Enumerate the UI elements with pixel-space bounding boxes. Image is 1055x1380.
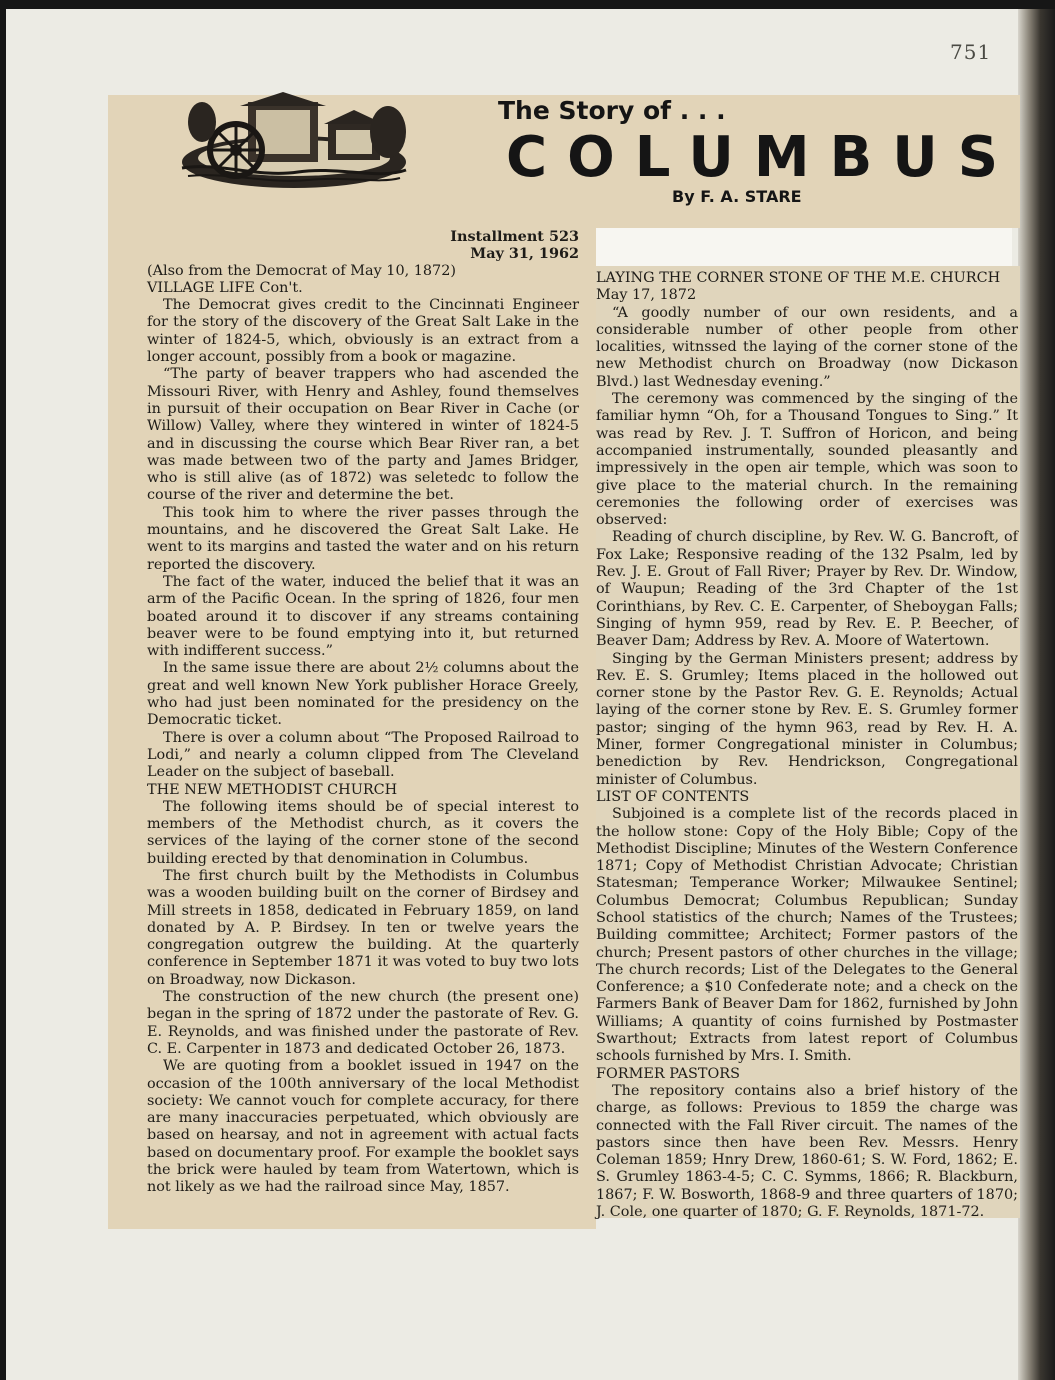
paragraph: Singing by the German Ministers present; address by Rev. E. S. Grumley; Items placed in the hollowed out corner stone by the Pastor Rev. G. E. Reynolds; Actual laying of the corner stone by Rev. E. S. Grumley former pastor; singing of the hymn 963, read by Rev. H. A. Miner, former Congregational minister in Columbus; benediction by Rev. Hendrickson, Congregational minister of Columbus. [596,650,1018,788]
paragraph: The construction of the new church (the present one) began in the spring of 1872 under the pastorate of Rev. G. E. Reynolds, and was finished under the pastorate of Rev. C. E. Carpenter in 1873 and dedicated October 26, 1873. [147,989,579,1057]
left-column [147,228,579,1197]
installment-date: May 31, 1962 [470,245,579,263]
paragraph: The repository contains also a brief history of the charge, as follows: Previous to 1859 the charge was connected with the Fall River circuit. The names of the pastors since then have been Rev. Messrs. Henry Coleman 1859; Hnry Drew, 1860-61; S. W. Ford, 1862; E. S. Grumley 1863-4-5; C. C. Symms, 1866; R. Blackburn, 1867; F. W. Bosworth, 1868-9 and three quarters of 1870; J. Cole, one quarter of 1870; G. F. Reynolds, 1871-72. [596,1082,1018,1221]
right-column [596,270,1018,1221]
article-heading: LAYING THE CORNER STONE OF THE M.E. CHURCH [596,270,1001,286]
section-heading: VILLAGE LIFE Con't. [147,279,303,296]
paragraph: Reading of church discipline, by Rev. W. G. Bancroft, of Fox Lake; Responsive reading of the 132 Psalm, led by Rev. J. E. Grout of Fall River; Prayer by Rev. Dr. Window, of Waupun; Reading of the 3rd Chapter of the 1st Corinthians, by Rev. C. E. Carpenter, of Sheboygan Falls; Singing of hymn 959, read by Rev. E. P. Beecher, of Beaver Dam; Address by Rev. A. Moore of Watertown. [596,529,1018,650]
paragraph: This took him to where the river passes through the mountains, and he discovered the Great Salt Lake. He went to its margins and tasted the water and on his return reported the discovery. [147,504,579,573]
right-clipping-gap [596,228,1012,266]
paragraph: The fact of the water, induced the belief that it was an arm of the Pacific Ocean. In the spring of 1826, four men boated around it to discover if any streams containing beaver were to be found emptying into it, but returned with indifferent success.” [147,573,579,660]
mill-illustration [178,92,410,188]
paragraph: The ceremony was commenced by the singing of the familiar hymn “Oh, for a Thousand Tongues to Sing.” It was read by Rev. J. T. Suffron of Horicon, and being accompanied instrumentally, sounded pleasantly and impressively in the open air temple, which was soon to give place to the material church. In the remaining ceremonies the following order of exercises was observed: [596,391,1018,529]
story-of-heading: The Story of . . . [498,96,726,125]
page-number: 751 [950,40,992,64]
page-edge [1018,9,1055,1380]
paragraph: There is over a column about “The Proposed Railroad to Lodi,” and nearly a column clipped from The Cleveland Leader on the subject of baseball. [147,729,579,781]
source-note: (Also from the Democrat of May 10, 1872) [147,262,456,279]
section-heading: FORMER PASTORS [596,1065,740,1082]
section-heading: THE NEW METHODIST CHURCH [147,781,398,798]
paragraph: “A goodly number of our own residents, and a considerable number of other people from other localities, witnssed the laying of the corner stone of the new Methodist church on Broadway (now Dickason Blvd.) last Wednesday evening.” [596,304,1018,390]
paragraph: Subjoined is a complete list of the records placed in the hollow stone: Copy of the Holy Bible; Copy of the Methodist Discipline; Minutes of the Western Conference 1871; Copy of Methodist Christian Advocate; Christian Statesman; Temperance Worker; Milwaukee Sentinel; Columbus Democrat; Columbus Republican; Sunday School statistics of the church; Names of the Trustees; Building committee; Architect; Former pastors of the church; Present pastors of other churches in the village; The church records; List of the Delegates to the General Conference; a $10 Confederate note; and a check on the Farmers Bank of Beaver Dam for 1862, furnished by John Williams; A quantity of coins furnished by Postmaster Swarthout; Extracts from latest report of Columbus schools furnished by Mrs. I. Smith. [596,806,1018,1065]
paragraph: The following items should be of special interest to members of the Methodist church, as it covers the services of the laying of the corner stone of the second building erected by that denomination in Columbus. [147,798,579,867]
paragraph: The first church built by the Methodists in Columbus was a wooden building built on the corner of Birdsey and Mill streets in 1858, dedicated in February 1859, on land donated by A. P. Birdsey. In ten or twelve years the congregation outgrew the building. At the quarterly conference in September 1871 it was voted to buy two lots on Broadway, now Dickason. [147,867,579,988]
page-title: COLUMBUS [506,125,1019,190]
installment-number: Installment 523 [450,228,579,245]
paragraph: The Democrat gives credit to the Cincinnati Engineer for the story of the discovery of the Great Salt Lake in the winter of 1824-5, which, obviously is an extract from a longer account, possibly from a book or magazine. [147,297,579,366]
article-date: May 17, 1872 [596,287,697,304]
paragraph: In the same issue there are about 2½ columns about the great and well known New York publisher Horace Greely, who had just been nominated for the presidency on the Democratic ticket. [147,660,579,729]
section-heading: LIST OF CONTENTS [596,788,750,805]
byline: By F. A. STARE [672,187,802,206]
paragraph: We are quoting from a booklet issued in 1947 on the occasion of the 100th anniversary of the local Methodist society: We cannot vouch for complete accuracy, for there are many inaccuracies perpetuated, which obviously are based on hearsay, and not in agreement with actual facts based on documentary proof. For example the booklet says the brick were hauled by team from Watertown, which is not likely as we had the railroad since May, 1857. [147,1058,579,1196]
paragraph: “The party of beaver trappers who had ascended the Missouri River, with Henry and Ashley, found themselves in pursuit of their occupation on Bear River in Cache (or Willow) Valley, where they wintered in winter of 1824-5 and in discussing the course which Bear River ran, a bet was made between two of the party and James Bridger, who is still alive (as of 1872) was seletedc to follow the course of the river and determine the bet. [147,366,579,504]
